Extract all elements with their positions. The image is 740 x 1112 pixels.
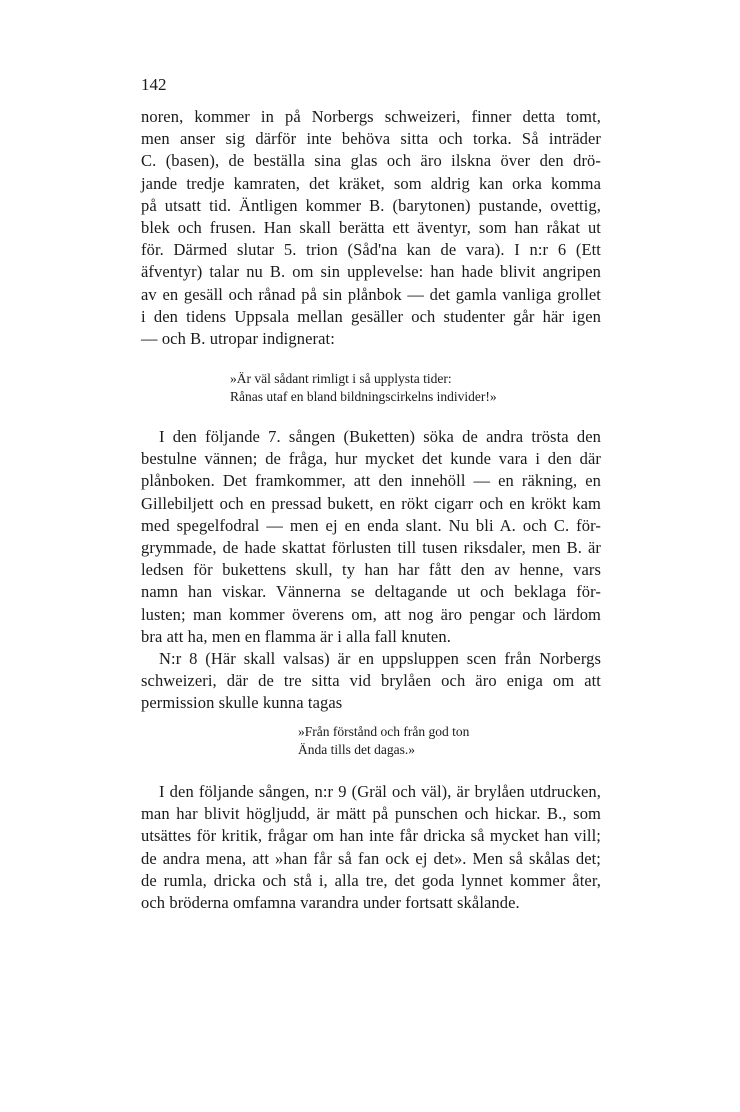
text-line: — och B. utropar indignerat:	[141, 329, 335, 349]
text-line: noren, kommer in på Norbergs schweizeri, finner detta tomt,	[141, 107, 601, 126]
text-line: lusten; man kommer överens om, att nog äro pengar och lärdom	[141, 604, 601, 624]
text-line: på utsatt tid. Äntligen kommer B. (barytonen) pustande, ovettig,	[141, 195, 601, 215]
text-line: schweizeri, där de tre sitta vid brylåen och äro eniga om att	[141, 671, 601, 691]
text-line: namn han viskar. Vännerna se deltagande ut och beklaga för-	[141, 582, 601, 602]
text-line: för. Därmed slutar 5. trion (Såd'na kan de vara). I n:r 6 (Ett	[141, 240, 601, 260]
text-line: i den tidens Uppsala mellan gesäller och studenter går här igen	[141, 306, 601, 326]
text-line: man har blivit högljudd, är mätt på punschen och hickar. B., som	[141, 804, 601, 824]
text-line: permission skulle kunna tagas	[141, 693, 343, 713]
text-line: C. (basen), de beställa sina glas och äro ilskna över den drö-	[141, 151, 601, 171]
text-line: ledsen för bukettens skull, ty han har fått den av henne, vars	[141, 560, 601, 580]
text-line: de andra mena, att »han får så fan ock ej det». Men så skålas det;	[141, 848, 601, 868]
text-line: I den följande sången, n:r 9 (Gräl och väl), är brylåen utdrucken,	[159, 782, 601, 801]
verse-line: »Är väl sådant rimligt i så upplysta tider:	[230, 371, 452, 386]
text-line: I den följande 7. sången (Buketten) söka de andra trösta den	[159, 427, 601, 446]
verse-quote-1	[230, 370, 497, 405]
text-line: N:r 8 (Här skall valsas) är en uppsluppen scen från Norbergs	[159, 649, 601, 668]
paragraph-2	[141, 426, 601, 648]
text-line: grymmade, de hade skattat förlusten till tusen riksdaler, men B. är	[141, 538, 601, 558]
text-line: de rumla, dricka och stå i, alla tre, det goda lynnet kommer åter,	[141, 870, 601, 890]
text-line: plånboken. Det framkommer, att den innehöll — en räkning, en	[141, 471, 601, 491]
text-line: av en gesäll och rånad på sin plånbok — det gamla vanliga grollet	[141, 284, 601, 304]
text-line: och bröderna omfamna varandra under fortsatt skålande.	[141, 893, 520, 913]
paragraph-4	[141, 781, 601, 914]
text-line: äfventyr) talar nu B. om sin upplevelse: han hade blivit angripen	[141, 262, 601, 282]
text-line: jande tredje kamraten, det kräket, som aldrig kan orka komma	[141, 173, 601, 193]
paragraph-1	[141, 106, 601, 350]
text-line: blek och frusen. Han skall berätta ett äventyr, som han råkat ut	[141, 218, 601, 238]
text-line: men anser sig därför inte behöva sitta och torka. Så inträder	[141, 129, 601, 149]
verse-quote-2	[298, 723, 469, 758]
paragraph-3	[141, 648, 601, 715]
text-line: utsättes för kritik, frågar om han inte får dricka så mycket han vill;	[141, 826, 601, 846]
verse-line: Ända tills det dagas.»	[298, 741, 415, 757]
text-line: bestulne vännen; de fråga, hur mycket det kunde vara i den där	[141, 449, 601, 469]
text-line: bra att ha, men en flamma är i alla fall knuten.	[141, 626, 451, 646]
verse-line: »Från förstånd och från god ton	[298, 724, 470, 739]
text-line: Gillebiljett och en pressad bukett, en rökt cigarr och en krökt kam	[141, 493, 601, 513]
verse-line: Rånas utaf en bland bildningscirkelns individer!»	[230, 388, 497, 404]
text-line: med spegelfodral — men ej en enda slant. Nu bli A. och C. för-	[141, 515, 601, 535]
page-number: 142	[141, 75, 167, 94]
